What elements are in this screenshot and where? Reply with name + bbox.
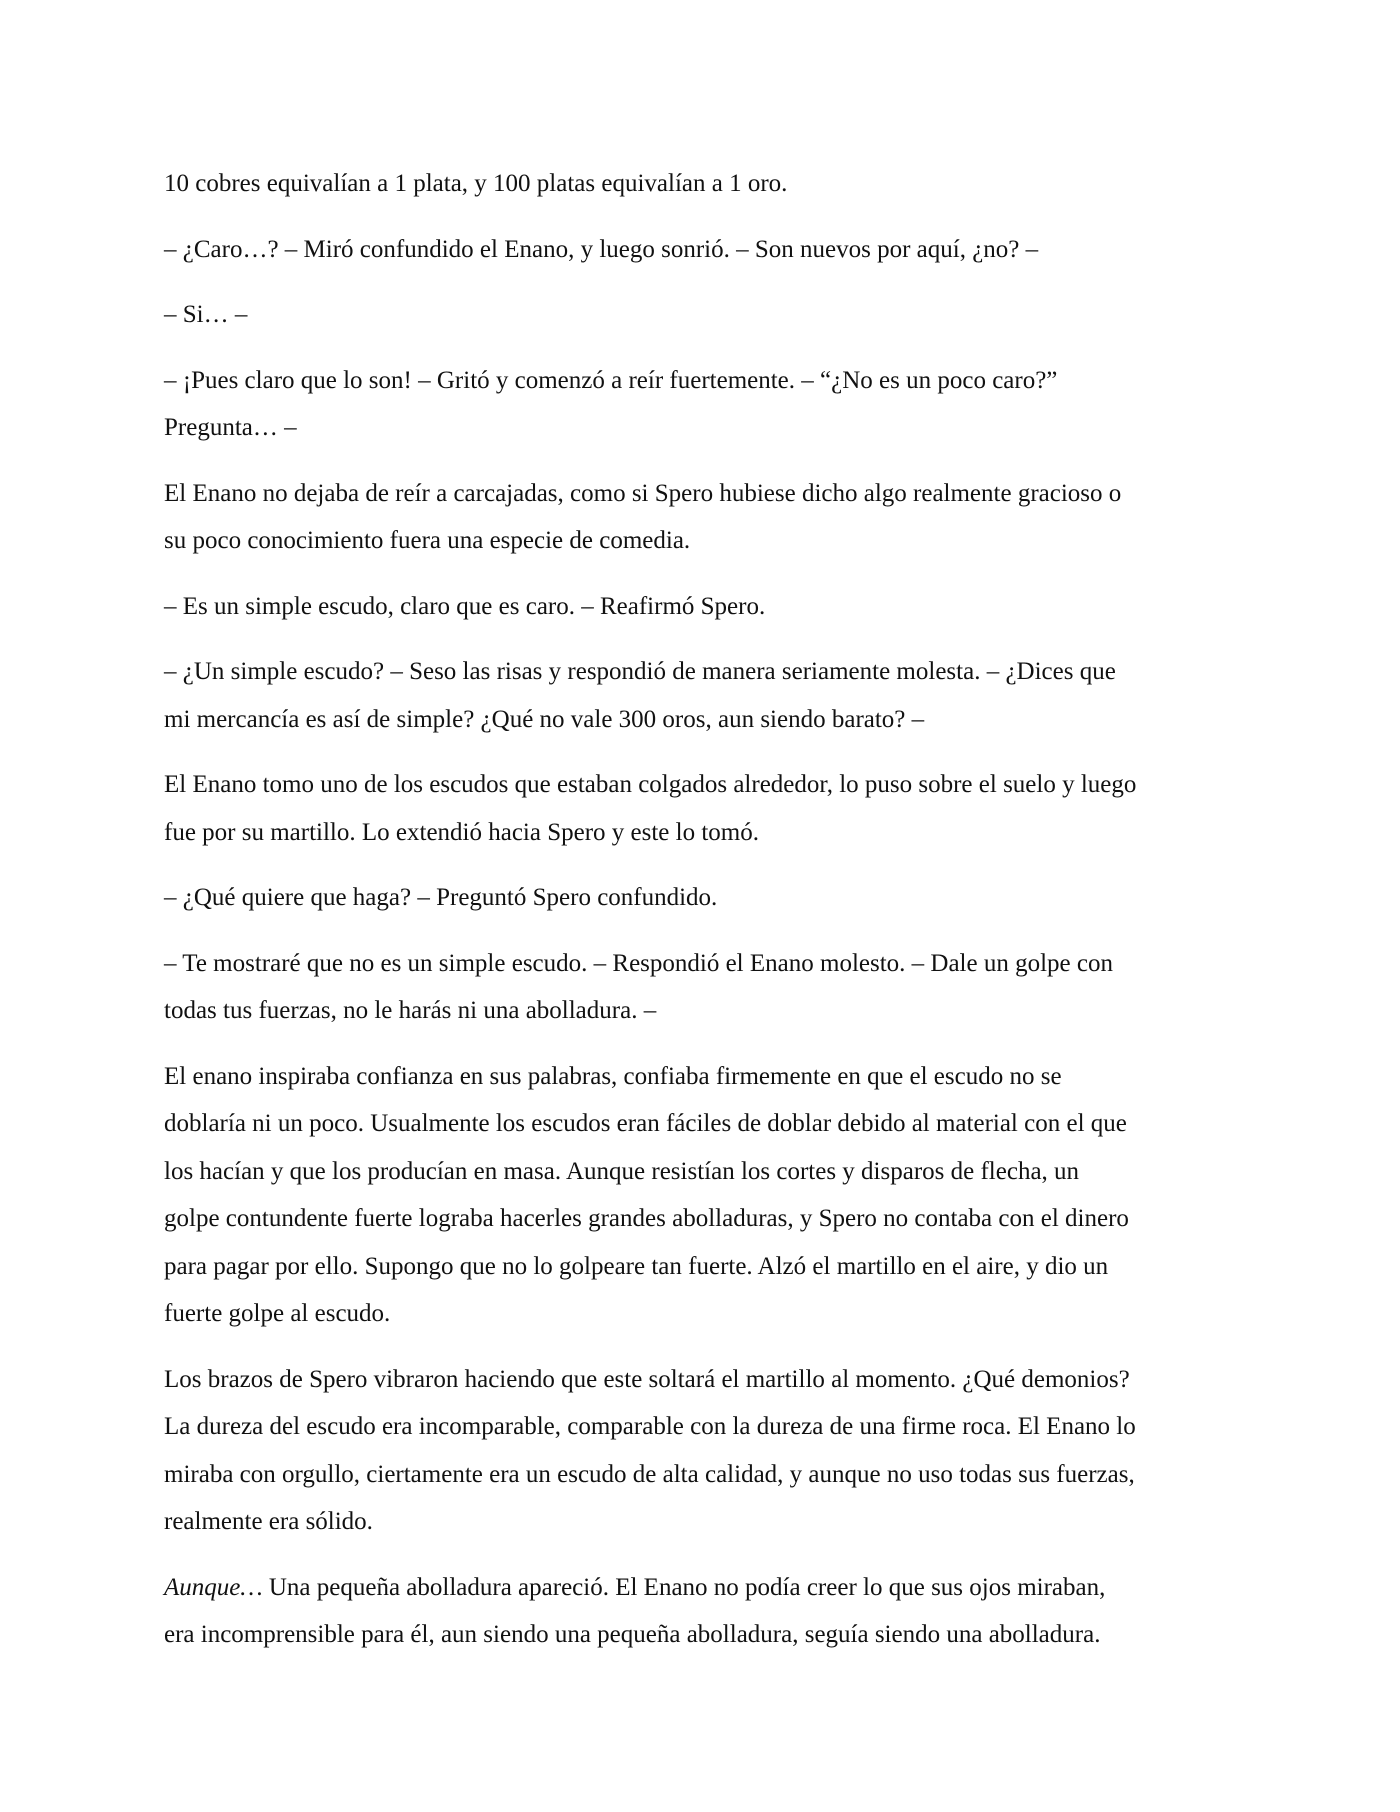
paragraph-7 [164, 648, 1239, 743]
text-line: los hacían y que los producían en masa. Aunque resistían los cortes y disparos de flecha, un [164, 1157, 1080, 1185]
italic-lead: Aunque… [164, 1573, 263, 1601]
paragraph-5 [164, 470, 1239, 565]
text-line [164, 1564, 1239, 1612]
paragraph-4 [164, 357, 1239, 452]
text-line: mi mercancía es así de simple? ¿Qué no vale 300 oros, aun siendo barato? – [164, 705, 925, 733]
text-line: miraba con orgullo, ciertamente era un escudo de alta calidad, y aunque no uso todas sus fuerzas, [164, 1460, 1135, 1488]
text-line: – ¿Qué quiere que haga? – Preguntó Spero confundido. [164, 884, 718, 911]
paragraph-12 [164, 1356, 1239, 1546]
text-line: Los brazos de Spero vibraron haciendo que este soltará el martillo al momento. ¿Qué demonios? [164, 1365, 1130, 1393]
paragraph-10 [164, 940, 1239, 1035]
text-line: fue por su martillo. Lo extendió hacia Spero y este lo tomó. [164, 818, 759, 846]
text-line: Pregunta… – [164, 414, 297, 441]
paragraph-6 [164, 583, 1239, 631]
text-line-rest: Una pequeña abolladura apareció. El Enano no podía creer lo que sus ojos miraban, [262, 1573, 1106, 1601]
text-line: – ¿Caro…? – Miró confundido el Enano, y luego sonrió. – Son nuevos por aquí, ¿no? – [164, 235, 1039, 263]
text-line: – Es un simple escudo, claro que es caro. – Reafirmó Spero. [164, 592, 766, 620]
text-line: su poco conocimiento fuera una especie de comedia. [164, 527, 691, 554]
text-line: – Te mostraré que no es un simple escudo. – Respondió el Enano molesto. – Dale un golpe con [164, 949, 1113, 977]
paragraph-9 [164, 874, 1239, 922]
text-line: – ¡Pues claro que lo son! – Gritó y comenzó a reír fuertemente. – “¿No es un poco caro?” [164, 366, 1058, 394]
paragraph-13 [164, 1564, 1239, 1659]
text-line: El Enano tomo uno de los escudos que estaban colgados alrededor, lo puso sobre el suelo y luego [164, 771, 1137, 798]
text-line: El Enano no dejaba de reír a carcajadas, como si Spero hubiese dicho algo realmente gracioso o [164, 479, 1122, 507]
text-line: 10 cobres equivalían a 1 plata, y 100 platas equivalían a 1 oro. [164, 170, 788, 197]
text-line: todas tus fuerzas, no le harás ni una abolladura. – [164, 997, 657, 1024]
body-text [164, 160, 1239, 1677]
paragraph-1 [164, 160, 1239, 208]
paragraph-2 [164, 226, 1239, 274]
text-line: La dureza del escudo era incomparable, comparable con la dureza de una firme roca. El Enano lo [164, 1413, 1136, 1440]
text-line: – ¿Un simple escudo? – Seso las risas y respondió de manera seriamente molesta. – ¿Dices que [164, 658, 1116, 685]
text-line: – Si… – [164, 301, 248, 328]
text-line: realmente era sólido. [164, 1508, 373, 1535]
text-line: El enano inspiraba confianza en sus palabras, confiaba firmemente en que el escudo no se [164, 1062, 1062, 1090]
paragraph-11 [164, 1053, 1239, 1338]
text-line: golpe contundente fuerte lograba hacerles grandes abolladuras, y Spero no contaba con el dinero [164, 1205, 1129, 1232]
paragraph-3 [164, 291, 1239, 339]
text-line: fuerte golpe al escudo. [164, 1300, 391, 1327]
text-line: doblaría ni un poco. Usualmente los escudos eran fáciles de doblar debido al material con el que [164, 1110, 1127, 1137]
paragraph-8 [164, 761, 1239, 856]
text-line: para pagar por ello. Supongo que no lo golpeare tan fuerte. Alzó el martillo en el aire, y dio un [164, 1252, 1109, 1280]
text-line: era incomprensible para él, aun siendo una pequeña abolladura, seguía siendo una abolladura. [164, 1621, 1101, 1648]
